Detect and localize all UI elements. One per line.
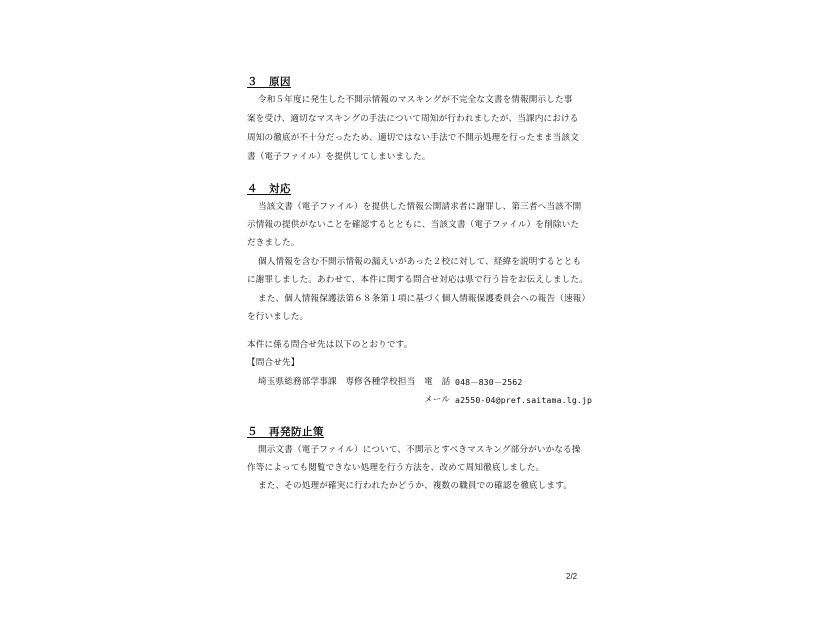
contact-mail-label: メール (424, 395, 451, 405)
contact-mail: a2550-04@pref.saitama.lg.jp (455, 395, 593, 405)
section-3-line-4: 書（電子ファイル）を提供してしまいました。 (247, 152, 431, 162)
section-3-heading: ３ 原因 (247, 76, 291, 88)
section-4-heading: ４ 対応 (247, 183, 291, 195)
section-5-line-1: 開示文書（電子ファイル）について、不開示とすべきマスキング部分がいかなる操 (258, 445, 581, 455)
section-4-line-1: 当該文書（電子ファイル）を提供した情報公開請求者に謝罪し、第三者へ当該不開 (258, 202, 582, 212)
section-4-line-3: だきました。 (247, 238, 300, 248)
section-4-line-4: 個人情報を含む不開示情報の漏えいがあった２校に対して、経緯を説明するととも (258, 257, 582, 267)
section-4-line-7: を行いました。 (247, 312, 309, 322)
section-3-line-3: 周知の徹底が不十分だったため、適切ではない手法で不開示処理を行ったまま当該文 (247, 133, 579, 143)
section-4-line-5: に謝罪しました。あわせて、本件に関する問合せ対応は県で行う旨をお伝えしました。 (247, 275, 588, 285)
section-5-heading: ５ 再発防止策 (247, 426, 324, 438)
section-4-line-6: また、個人情報保護法第６８条第１項に基づく個人情報保護委員会への報告（速報） (258, 294, 591, 304)
section-5-line-3: また、その処理が確実に行われたかどうか、複数の職員での確認を徹底します。 (258, 481, 573, 491)
contact-intro: 本件に係る問合せ先は以下のとおりです。 (247, 340, 413, 350)
section-3-line-1: 令和５年度に発生した不開示情報のマスキングが不完全な文書を情報開示した事 (258, 95, 573, 105)
section-4-line-2: 示情報の提供がないことを確認するとともに、当該文書（電子ファイル）を削除いた (247, 220, 580, 230)
section-3-line-2: 案を受け、適切なマスキングの手法について周知が行われましたが、当課内における (247, 114, 579, 124)
contact-phone: 048－830－2562 (455, 377, 523, 387)
section-5-line-2: 作等によっても閲覧できない処理を行う方法を、改めて周知徹底しました。 (247, 463, 545, 473)
page-number: 2/2 (566, 572, 578, 581)
contact-label: 【問合せ先】 (247, 358, 300, 368)
contact-department: 埼玉県総務部学事課 専修各種学校担当 電 話 (258, 377, 451, 387)
